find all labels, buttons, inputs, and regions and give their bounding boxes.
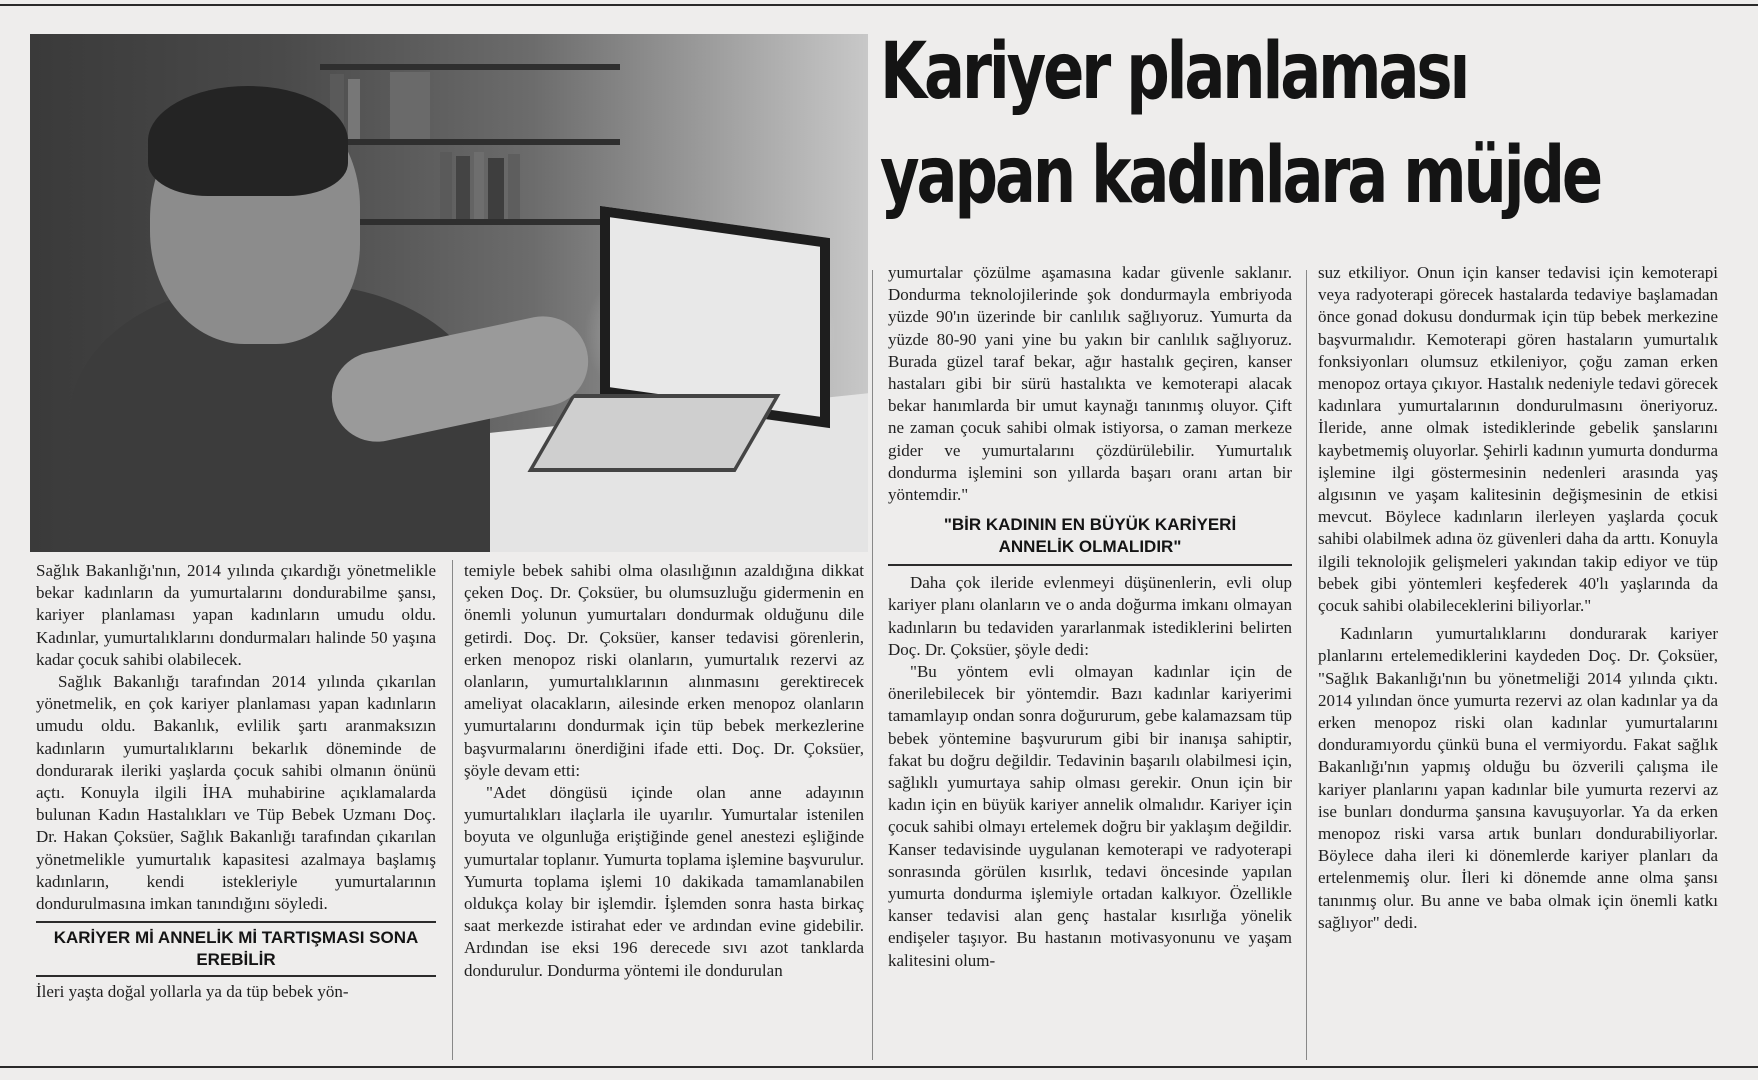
paragraph: "Adet döngüsü içinde olan anne adayının yumurtalıkları ilaçlarla ile uyarılır. Yumurtalar istenilen boyuta ve olgunluğa eriştiğinde genel anestezi eşliğinde yumurtalar toplanır. Yumurta toplama işlemine başvurulur. Yumurta toplama işlemi 10 dakikada tamamlanabilen oldukça kolay bir işlemdir. İşlemden sonra hasta birkaç saat merkezde istirahat eder ve ardından evine gidebilir. Ardından ise eksi 196 derecede sıvı azot tanklarda dondurulur. Dondurma yöntemi ile dondurulan (464, 783, 864, 980)
column-rule-3 (1306, 270, 1307, 1060)
headline-line-2: yapan kadınlara müjde (880, 131, 1601, 221)
subhead: KARİYER Mİ ANNELİK Mİ TARTIŞMASI SONA EREBİLİR (53, 928, 419, 970)
paragraph: yumurtalar çözülme aşamasına kadar güvenle saklanır. Dondurma teknolojilerinde şok dondurmayla embriyoda yüzde 90'ın üzerinde bir canlılık sağlıyoruz. Yumurta da yüzde 80-90 yani yine bu yakın bir canlılık sağlıyoruz. Burada güzel taraf bekar, ağır hastalık geçiren, kanser hastaları gibi bir sürü hastalıkta ve kemoterapi alacak bekar hanımlarda bir umut kaynağı tanınmış oluyor. Çift ne zaman çocuk sahibi olmak istiyorsa, o zaman merkeze gider ve yumurtalarını çözdürülebilir. Yumurtalık dondurma işlemini son yıllarda başarı oranı artan bir yöntemdir." (888, 263, 1292, 505)
column-2 (464, 560, 864, 982)
column-3 (888, 262, 1292, 972)
headline-line-1: Kariyer planlaması (880, 27, 1468, 117)
paragraph: Sağlık Bakanlığı tarafından 2014 yılında çıkarılan yönetmelik, en çok kariyer planlaması yapan kadınların umudu oldu. Bakanlık, evlilik şartı aranmaksızın kadınların yumurtalıklarını bekarlık döneminde de dondurarak ileriki yaşlarda çocuk sahibi olmanın önünü açtı. Konuyla ilgili İHA muhabirine açıklamalarda bulunan Kadın Hastalıkları ve Tüp Bebek Uzmanı Doç. Dr. Hakan Çoksüer, Sağlık Bakanlığı tarafından çıkarılan yönetmelikle yumurtalık kapasitesi azalmaya başlamış kadınların, kendi istekleriyle yumurtalarının dondurulmasına imkan tanındığını söyledi. (36, 672, 436, 914)
subhead-rule (36, 921, 436, 923)
top-rule (0, 4, 1758, 6)
column-rule-1 (452, 560, 453, 1060)
paragraph: İleri yaşta doğal yollarla ya da tüp bebek yön- (36, 982, 349, 1002)
paragraph: Sağlık Bakanlığı'nın, 2014 yılında çıkardığı yönetmelikle bekar kadınların da yumurtalarını dondurabilme şansı, kariyer planlaması yapan kadınların umudu oldu. Kadınlar, yumurtalıklarını dondurmaları halinde 50 yaşına kadar çocuk sahibi olabilecek. (36, 561, 436, 669)
subhead-rule (888, 564, 1292, 566)
subhead: "BİR KADININ EN BÜYÜK KARİYERİ ANNELİK OLMALIDIR" (943, 515, 1237, 557)
article-photo (30, 34, 868, 552)
paragraph: suz etkiliyor. Onun için kanser tedavisi için kemoterapi veya radyoterapi görecek hastalarda tedaviye başlamadan önce gonad dokusu dondurmak için tüp bebek merkezine başvurmalıdır. Kemoterapi gören hastaların yumurtalık fonksiyonları olumsuz etkileniyor, çoğu zaman erken menopoz ortaya çıkıyor. Hastalık nedeniyle tedavi görecek kadınlara yumurtalarının dondurulmasını öneriyoruz. İleride, anne olmak istediklerinde gebelik şanslarını kaybetmemiş oluyorlar. Şehirli kadının yumurta dondurma işlemine ilgi göstermesinin nedenleri arasında yaş algısının ve yaşam kalitesinin değişmesinin de etkisi mevcut. Böylece kadınların ilerleyen yaşlarda çocuk sahibi olabilmek adına öz güvenleri daha da arttı. Konuyla ilgili teknolojik gelişmeleri yakından takip ediyor ve tüp bebek gibi yöntemleri keşfederek 40'lı yaşlarında da çocuk sahibi olabileceklerini biliyorlar." (1318, 263, 1718, 616)
subhead-rule (36, 975, 436, 977)
paragraph: temiyle bebek sahibi olma olasılığının azaldığına dikkat çeken Doç. Dr. Çoksüer, bu olumsuzluğu gidermenin en önemli yolunun yumurtaları dondurmak olduğunu dile getirdi. Doç. Dr. Çoksüer, kanser tedavisi görenlerin, erken menopoz riski olanların, yumurtalık rezervi az olanların, yumurtalıklarının alınmasını gerektirecek ameliyat olacakların, ailesinde erken menopoz olanların yumurtalarını dondurmak için tüp bebek merkezlerine başvurmalarını önerdiğini ifade etti. Doç. Dr. Çoksüer, şöyle devam etti: (464, 561, 864, 780)
column-4 (1318, 262, 1718, 934)
headline (880, 20, 1601, 228)
paragraph: Kadınların yumurtalıklarını dondurarak kariyer planlarını ertelemediklerini kaydeden Doç. Dr. Çoksüer, "Sağlık Bakanlığı'nın bu yönetmeliği 2014 yılında çıktı. 2014 yılından önce yumurta rezervi az olan kadınlar ya da erken menopoz riski olan kadınlar yumurtalarını donduramıyordu çünkü buna el vermiyordu. Fakat sağlık Bakanlığı'nın yapmış olduğu bu özverili çalışma ile kariyer planlarını yapan kadınlar bile yumurta rezervi az ise bunları dondurma şansına kavuşuyorlar. Ya da erken menopoz riski varsa artık bunları dondurabiliyorlar. Böylece daha ileri ki dönemlerde kariyer planları da ertelenmemiş olur. İleri ki dönemde anne olma şansı tanınmış olur. Bu anne ve baba olmak için önemli katkı sağlıyor" dedi. (1318, 624, 1718, 932)
bottom-rule (0, 1066, 1758, 1068)
column-1 (36, 560, 436, 1003)
column-rule-2 (872, 270, 873, 1060)
paragraph: Daha çok ileride evlenmeyi düşünenlerin, evli olup kariyer planı olanların ve o anda doğurma imkanı olmayan kadınların bu tedaviden yararlanmak istediklerini belirten Doç. Dr. Çoksüer, şöyle dedi: (888, 573, 1292, 659)
paragraph: "Bu yöntem evli olmayan kadınlar için de önerilebilecek bir yöntemdir. Bazı kadınlar kariyerimi tamamlayıp ondan sonra doğururum, gebe kalamazsam tüp bebek yöntemine başvururum gibi bir inanışa sahiptir, fakat bu doğru değildir. Tedavinin başarılı olabilmesi için, sağlıklı yumurtaya sahip olması gerekir. Onun için bir kadın için en büyük kariyer annelik olmalıdır. Kariyer için çocuk sahibi olmayı ertelemek doğru bir yaklaşım değildir. Kanser tedavisinde uygulanan kemoterapi ve radyoterapi sonrasında görülen kısırlık, tedavi öncesinde yapılan yumurta dondurma işlemiyle ortadan kalkıyor. Özellikle kanser tedavisi alan genç hastalar kısırlığa yönelik endişeler taşıyor. Bu hastanın motivasyonunu ve yaşam kalitesini olum- (888, 662, 1292, 970)
